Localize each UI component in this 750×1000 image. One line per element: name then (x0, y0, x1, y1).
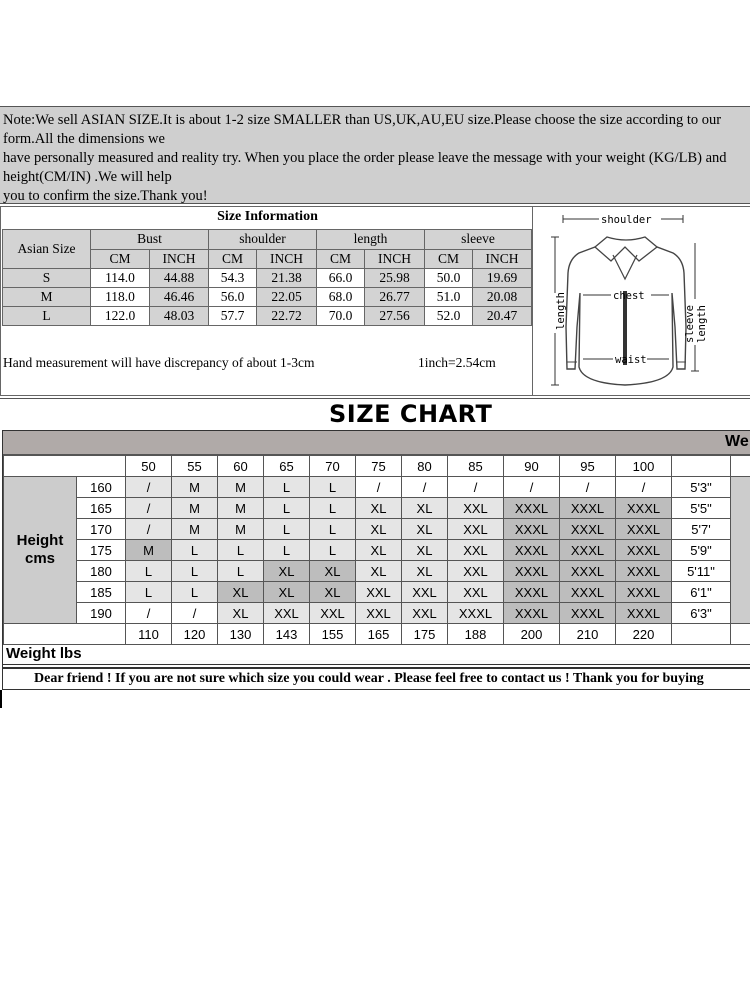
size-chart-grid (3, 455, 750, 645)
size-cell: L (310, 519, 356, 540)
size-cell: XXXL (504, 603, 560, 624)
size-cell: XL (402, 519, 448, 540)
size-cell: XXL (310, 603, 356, 624)
shirt-icon (533, 207, 750, 397)
unit-header: INCH (257, 249, 317, 269)
unit-header: CM (91, 249, 150, 269)
height-ft-cell: 5'7' (672, 519, 731, 540)
height-ft-cell: 6'1" (672, 582, 731, 603)
weight-kg-cell: 100 (616, 456, 672, 477)
size-cell: M (218, 498, 264, 519)
size-cell: XXXL (504, 540, 560, 561)
size-cell: XXL (356, 603, 402, 624)
size-cell: XL (218, 582, 264, 603)
height-ft-cell: 5'3" (672, 477, 731, 498)
size-cell: XXXL (616, 498, 672, 519)
size-cell: XXXL (448, 603, 504, 624)
size-cell: M (172, 519, 218, 540)
size-cell: / (356, 477, 402, 498)
size-cell: M (172, 477, 218, 498)
shoulder-label: shoulder (601, 214, 652, 226)
size-information-table (2, 229, 532, 326)
weight-kg-row (4, 456, 750, 477)
height-ft-cell: 5'5" (672, 498, 731, 519)
weight-kg-cell: 95 (560, 456, 616, 477)
size-cell: XXL (402, 582, 448, 603)
height-ft-cell: 5'9" (672, 540, 731, 561)
size-cell: L (264, 477, 310, 498)
height-cm-cell: 170 (77, 519, 126, 540)
table-cell: 66.0 (317, 269, 365, 288)
corner-cell (4, 624, 126, 645)
asian-size-header: Asian Size (3, 230, 91, 269)
size-cell: XXXL (560, 561, 616, 582)
size-cell: XXL (448, 582, 504, 603)
size-cell: XXXL (504, 498, 560, 519)
table-row (4, 540, 750, 561)
weight-lbs-cell: 188 (448, 624, 504, 645)
weight-lbs-cell: 143 (264, 624, 310, 645)
length-header: length (317, 230, 425, 250)
size-cell: XL (264, 582, 310, 603)
weight-kg-cell: 80 (402, 456, 448, 477)
table-cell: 26.77 (365, 288, 425, 307)
table-cell: 56.0 (209, 288, 257, 307)
height-cm-cell: 175 (77, 540, 126, 561)
size-cell: XXXL (616, 519, 672, 540)
size-cell: L (172, 561, 218, 582)
table-cell: 48.03 (150, 307, 209, 326)
table-cell: 57.7 (209, 307, 257, 326)
size-cell: XL (218, 603, 264, 624)
table-cell: 22.05 (257, 288, 317, 307)
size-cell: M (126, 540, 172, 561)
size-cell: XL (356, 540, 402, 561)
size-cell: XL (356, 519, 402, 540)
size-cell: L (172, 540, 218, 561)
size-chart-title: SIZE CHART (329, 400, 493, 428)
size-cell: M (218, 519, 264, 540)
size-cell: XL (310, 582, 356, 603)
table-cell: 54.3 (209, 269, 257, 288)
table-cell: 46.46 (150, 288, 209, 307)
weight-lbs-cell: 220 (616, 624, 672, 645)
table-row (4, 477, 750, 498)
weight-kg-cell: 50 (126, 456, 172, 477)
size-cell: L (310, 477, 356, 498)
weight-kg-label: We (725, 433, 749, 450)
weight-lbs-cell: 155 (310, 624, 356, 645)
waist-label: waist (615, 354, 647, 366)
table-cell: 27.56 (365, 307, 425, 326)
size-cell: L (264, 498, 310, 519)
bust-header: Bust (91, 230, 209, 250)
blank-cell (731, 624, 750, 645)
weight-kg-cell: 55 (172, 456, 218, 477)
size-cell: L (310, 540, 356, 561)
size-cell: XXXL (504, 561, 560, 582)
length-label: length (555, 292, 567, 330)
note-line-4: height(CM/IN) .We will help (3, 169, 172, 185)
size-cell: L (218, 561, 264, 582)
note-line-2: form.All the dimensions we (3, 131, 165, 147)
size-cell: XL (402, 561, 448, 582)
cms-label: cms (24, 550, 56, 567)
size-cell: XXL (402, 603, 448, 624)
blank-cell (731, 456, 750, 477)
size-cell: / (126, 477, 172, 498)
size-cell: L (218, 540, 264, 561)
size-cell: XXXL (560, 540, 616, 561)
size-cell: XL (402, 540, 448, 561)
height-cm-cell: 185 (77, 582, 126, 603)
size-cell: XXXL (560, 498, 616, 519)
weight-lbs-cell: 130 (218, 624, 264, 645)
size-label: L (3, 307, 91, 326)
size-cell: XL (356, 561, 402, 582)
table-cell: 122.0 (91, 307, 150, 326)
height-cms-label (4, 477, 77, 624)
weight-lbs-cell: 210 (560, 624, 616, 645)
height-ft-cell: 6'3" (672, 603, 731, 624)
shirt-diagram (533, 206, 750, 396)
size-cell: XXL (448, 519, 504, 540)
sleeve-label: sleeve (684, 305, 696, 343)
size-cell: / (126, 498, 172, 519)
contact-message: Dear friend ! If you are not sure which size you could wear . Please feel free to contact us ! Thank you for buying (2, 668, 750, 690)
weight-kg-cell: 70 (310, 456, 356, 477)
table-row (3, 307, 532, 326)
height-cm-cell: 165 (77, 498, 126, 519)
size-information-title: Size Information (217, 209, 318, 224)
size-cell: / (126, 519, 172, 540)
unit-header: CM (317, 249, 365, 269)
table-cell: 21.38 (257, 269, 317, 288)
inch-conversion-note: 1inch=2.54cm (418, 355, 496, 370)
weight-kg-cell: 85 (448, 456, 504, 477)
size-label: S (3, 269, 91, 288)
weight-kg-cell: 75 (356, 456, 402, 477)
size-chart-header (3, 431, 750, 455)
weight-lbs-cell: 110 (126, 624, 172, 645)
height-cm-cell: 180 (77, 561, 126, 582)
size-guide (0, 106, 750, 718)
size-cell: XL (264, 561, 310, 582)
table-row (4, 498, 750, 519)
size-cell: / (172, 603, 218, 624)
size-cell: XXXL (560, 582, 616, 603)
note-line-5: you to confirm the size.Thank you! (3, 188, 208, 204)
unit-header: CM (209, 249, 257, 269)
weight-lbs-cell: 200 (504, 624, 560, 645)
table-cell: 20.08 (473, 288, 532, 307)
size-cell: XXXL (504, 519, 560, 540)
size-cell: XXL (448, 561, 504, 582)
table-cell: 20.47 (473, 307, 532, 326)
weight-lbs-cell: 175 (402, 624, 448, 645)
size-label: M (3, 288, 91, 307)
size-cell: L (310, 498, 356, 519)
table-cell: 25.98 (365, 269, 425, 288)
height-ft-cell: 5'11" (672, 561, 731, 582)
unit-header: CM (425, 249, 473, 269)
size-cell: / (402, 477, 448, 498)
size-cell: XXXL (560, 519, 616, 540)
weight-lbs-cell: 165 (356, 624, 402, 645)
size-cell: XL (356, 498, 402, 519)
size-note (0, 106, 750, 204)
weight-kg-cell: 65 (264, 456, 310, 477)
unit-header: INCH (473, 249, 532, 269)
size-cell: / (616, 477, 672, 498)
size-cell: / (504, 477, 560, 498)
size-cell: XXXL (616, 540, 672, 561)
unit-header: INCH (365, 249, 425, 269)
unit-header: INCH (150, 249, 209, 269)
shoulder-header: shoulder (209, 230, 317, 250)
size-cell: XXL (448, 498, 504, 519)
table-cell: 44.88 (150, 269, 209, 288)
corner-cell (4, 456, 126, 477)
note-line-1: Note:We sell ASIAN SIZE.It is about 1-2 size SMALLER than US,UK,AU,EU size.Please choose the size according to our (3, 112, 722, 128)
size-cell: L (264, 519, 310, 540)
table-cell: 70.0 (317, 307, 365, 326)
size-cell: XXXL (616, 603, 672, 624)
weight-lbs-label: Weight lbs (2, 643, 750, 665)
height-cm-cell: 160 (77, 477, 126, 498)
size-cell: XXXL (616, 582, 672, 603)
size-cell: XXXL (504, 582, 560, 603)
table-row (4, 519, 750, 540)
size-cell: / (560, 477, 616, 498)
size-cell: / (126, 603, 172, 624)
table-row (4, 603, 750, 624)
table-cell: 19.69 (473, 269, 532, 288)
blank-cell (672, 624, 731, 645)
table-cell: 118.0 (91, 288, 150, 307)
size-cell: XXXL (560, 603, 616, 624)
hand-measurement-note: Hand measurement will have discrepancy of about 1-3cm (3, 355, 315, 370)
size-cell: M (218, 477, 264, 498)
blank-cell (672, 456, 731, 477)
table-cell: 52.0 (425, 307, 473, 326)
size-cell: / (448, 477, 504, 498)
size-cell: XL (402, 498, 448, 519)
height-label: Height (16, 532, 64, 549)
weight-kg-cell: 90 (504, 456, 560, 477)
table-row (3, 288, 532, 307)
size-cell: L (126, 561, 172, 582)
size-cell: M (172, 498, 218, 519)
size-cell: XXL (264, 603, 310, 624)
table-cell: 68.0 (317, 288, 365, 307)
height-cm-cell: 190 (77, 603, 126, 624)
size-cell: XL (310, 561, 356, 582)
note-line-3: have personally measured and reality try. When you place the order please leave the message with your weight (KG/LB) and (3, 150, 727, 166)
size-information-panel (0, 206, 533, 396)
size-cell: L (126, 582, 172, 603)
weight-lbs-cell: 120 (172, 624, 218, 645)
table-cell: 51.0 (425, 288, 473, 307)
table-cell: 50.0 (425, 269, 473, 288)
chest-label: chest (613, 290, 645, 302)
table-row (3, 269, 532, 288)
table-cell: 22.72 (257, 307, 317, 326)
table-row (4, 582, 750, 603)
right-edge-cell (731, 477, 750, 624)
table-row (4, 561, 750, 582)
size-chart-title-bar (0, 398, 750, 429)
weight-kg-cell: 60 (218, 456, 264, 477)
size-cell: XXL (448, 540, 504, 561)
size-chart (2, 430, 750, 668)
table-cell: 114.0 (91, 269, 150, 288)
text-cursor (0, 690, 2, 708)
sleeve-header: sleeve (425, 230, 532, 250)
sleeve-length-label: length (696, 305, 708, 343)
size-cell: L (264, 540, 310, 561)
weight-lbs-row (4, 624, 750, 645)
size-cell: XXXL (616, 561, 672, 582)
size-cell: XXL (356, 582, 402, 603)
size-cell: L (172, 582, 218, 603)
